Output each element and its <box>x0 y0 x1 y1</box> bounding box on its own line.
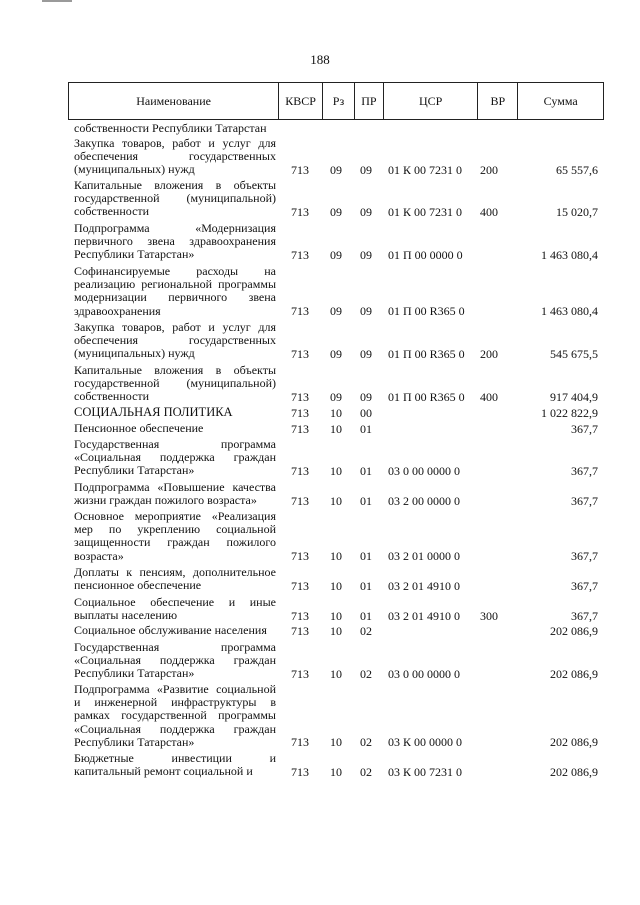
row-sum: 15 020,7 <box>556 204 598 219</box>
row-pr: 01 <box>360 463 372 478</box>
table-row <box>0 265 640 318</box>
row-rz: 10 <box>330 548 342 563</box>
column-header-vr: ВР <box>478 83 518 119</box>
row-pr: 09 <box>360 389 372 404</box>
row-sum: 202 086,9 <box>550 623 598 638</box>
row-kvsr: 713 <box>291 764 309 779</box>
row-kvsr: 713 <box>291 666 309 681</box>
row-csr: 03 2 01 4910 0 <box>388 608 460 623</box>
column-header-sum: Сумма <box>543 93 578 108</box>
table-row <box>0 137 640 177</box>
row-kvsr: 713 <box>291 421 309 436</box>
table-row <box>0 566 640 593</box>
row-csr: 03 2 00 0000 0 <box>388 493 460 508</box>
row-sum: 367,7 <box>571 608 598 623</box>
row-rz: 09 <box>330 204 342 219</box>
table-row <box>0 641 640 681</box>
row-name: Закупка товаров, работ и услуг для обеспечения государственных (муниципальных) нужд <box>74 320 276 361</box>
row-kvsr: 713 <box>291 389 309 404</box>
row-name: Пенсионное обеспечение <box>74 421 204 435</box>
row-rz: 10 <box>330 405 342 420</box>
row-name: Закупка товаров, работ и услуг для обеспечения государственных (муниципальных) нужд <box>74 136 276 177</box>
row-csr: 01 К 00 7231 0 <box>388 162 463 177</box>
row-name: Капитальные вложения в объекты государственной (муниципальной) собственности <box>74 363 276 404</box>
row-csr: 03 2 01 4910 0 <box>388 578 460 593</box>
row-vr: 200 <box>480 346 498 361</box>
row-rz: 09 <box>330 346 342 361</box>
column-header-csr: ЦСР <box>384 83 479 119</box>
row-csr: 01 П 00 0000 0 <box>388 247 463 262</box>
row-kvsr: 713 <box>291 623 309 638</box>
section-title: СОЦИАЛЬНАЯ ПОЛИТИКА <box>74 405 233 419</box>
row-rz: 09 <box>330 303 342 318</box>
row-name: Основное мероприятие «Реализация мер по укреплению социальной защищенности граждан пожилого возраста» <box>74 509 276 563</box>
row-kvsr: 713 <box>291 303 309 318</box>
row-name: Софинансируемые расходы на реализацию региональной программы модернизации первичного звена здравоохранения <box>74 264 276 318</box>
row-csr: 03 0 00 0000 0 <box>388 463 460 478</box>
row-csr: 03 К 00 0000 0 <box>388 734 463 749</box>
row-name: Бюджетные инвестиции и капитальный ремонт социальной и <box>74 751 276 779</box>
row-sum: 367,7 <box>571 548 598 563</box>
row-pr: 01 <box>360 548 372 563</box>
row-kvsr: 713 <box>291 608 309 623</box>
table-row <box>0 683 640 749</box>
row-kvsr: 713 <box>291 247 309 262</box>
column-header-kvsr: КВСР <box>279 83 323 119</box>
row-sum: 202 086,9 <box>550 666 598 681</box>
table-row <box>0 406 640 420</box>
row-rz: 10 <box>330 623 342 638</box>
row-kvsr: 713 <box>291 162 309 177</box>
row-rz: 10 <box>330 421 342 436</box>
row-csr: 03 К 00 7231 0 <box>388 764 463 779</box>
row-name: Социальное обеспечение и иные выплаты населению <box>74 595 276 623</box>
table-row <box>0 364 640 404</box>
row-rz: 10 <box>330 734 342 749</box>
row-pr: 02 <box>360 734 372 749</box>
table-row <box>0 438 640 478</box>
column-header-rz: Рз <box>323 83 355 119</box>
row-vr: 300 <box>480 608 498 623</box>
table-row <box>0 752 640 779</box>
row-pr: 01 <box>360 493 372 508</box>
row-kvsr: 713 <box>291 734 309 749</box>
row-csr: 01 П 00 R365 0 <box>388 303 465 318</box>
row-name: Доплаты к пенсиям, дополнительное пенсионное обеспечение <box>74 565 276 593</box>
row-sum: 1 463 080,4 <box>541 247 598 262</box>
row-sum: 1 022 822,9 <box>541 405 598 420</box>
row-csr: 03 2 01 0000 0 <box>388 548 460 563</box>
row-vr: 200 <box>480 162 498 177</box>
row-sum: 367,7 <box>571 578 598 593</box>
row-csr: 01 К 00 7231 0 <box>388 204 463 219</box>
row-name: собственности Республики Татарстан <box>74 121 267 135</box>
row-kvsr: 713 <box>291 204 309 219</box>
row-pr: 09 <box>360 247 372 262</box>
row-sum: 65 557,6 <box>556 162 598 177</box>
row-rz: 10 <box>330 463 342 478</box>
table-row <box>0 222 640 262</box>
row-kvsr: 713 <box>291 463 309 478</box>
row-sum: 202 086,9 <box>550 734 598 749</box>
row-name: Государственная программа «Социальная поддержка граждан Республики Татарстан» <box>74 437 276 478</box>
row-sum: 367,7 <box>571 421 598 436</box>
row-pr: 09 <box>360 346 372 361</box>
row-rz: 09 <box>330 389 342 404</box>
row-kvsr: 713 <box>291 578 309 593</box>
row-pr: 01 <box>360 608 372 623</box>
row-rz: 10 <box>330 608 342 623</box>
row-kvsr: 713 <box>291 405 309 420</box>
row-pr: 02 <box>360 623 372 638</box>
table-row <box>0 481 640 508</box>
row-rz: 10 <box>330 578 342 593</box>
page-number: 188 <box>310 52 330 67</box>
row-rz: 10 <box>330 666 342 681</box>
row-name: Капитальные вложения в объекты государственной (муниципальной) собственности <box>74 178 276 219</box>
table-row <box>0 321 640 361</box>
row-pr: 02 <box>360 764 372 779</box>
row-rz: 10 <box>330 493 342 508</box>
row-rz: 09 <box>330 162 342 177</box>
table-header <box>68 82 604 120</box>
row-sum: 367,7 <box>571 493 598 508</box>
row-pr: 01 <box>360 578 372 593</box>
row-pr: 09 <box>360 303 372 318</box>
table-row <box>0 422 640 436</box>
row-name: Подпрограмма «Повышение качества жизни граждан пожилого возраста» <box>74 480 276 508</box>
row-kvsr: 713 <box>291 493 309 508</box>
row-vr: 400 <box>480 389 498 404</box>
row-pr: 09 <box>360 204 372 219</box>
row-name: Подпрограмма «Развитие социальной и инженерной инфраструктуры в рамках государственной программы «Социальная поддержка граждан Республики Татарстан» <box>74 682 276 749</box>
row-name: Социальное обслуживание населения <box>74 623 267 637</box>
table-row <box>0 624 640 638</box>
row-sum: 202 086,9 <box>550 764 598 779</box>
row-pr: 01 <box>360 421 372 436</box>
table-row <box>0 596 640 623</box>
column-header-pr: ПР <box>355 83 384 119</box>
row-sum: 1 463 080,4 <box>541 303 598 318</box>
row-name: Подпрограмма «Модернизация первичного звена здравоохранения Республики Татарстан» <box>74 221 276 262</box>
table-row <box>0 179 640 219</box>
row-csr: 01 П 00 R365 0 <box>388 389 465 404</box>
column-header-name: Наименование <box>69 83 279 119</box>
row-vr: 400 <box>480 204 498 219</box>
row-sum: 367,7 <box>571 463 598 478</box>
row-rz: 10 <box>330 764 342 779</box>
row-name: Государственная программа «Социальная поддержка граждан Республики Татарстан» <box>74 640 276 681</box>
table-row <box>0 510 640 563</box>
row-pr: 00 <box>360 405 372 420</box>
row-sum: 545 675,5 <box>550 346 598 361</box>
row-pr: 02 <box>360 666 372 681</box>
row-csr: 01 П 00 R365 0 <box>388 346 465 361</box>
row-sum: 917 404,9 <box>550 389 598 404</box>
row-pr: 09 <box>360 162 372 177</box>
row-kvsr: 713 <box>291 548 309 563</box>
row-kvsr: 713 <box>291 346 309 361</box>
scan-mark <box>42 0 72 2</box>
row-rz: 09 <box>330 247 342 262</box>
table-row <box>0 122 640 135</box>
row-csr: 03 0 00 0000 0 <box>388 666 460 681</box>
